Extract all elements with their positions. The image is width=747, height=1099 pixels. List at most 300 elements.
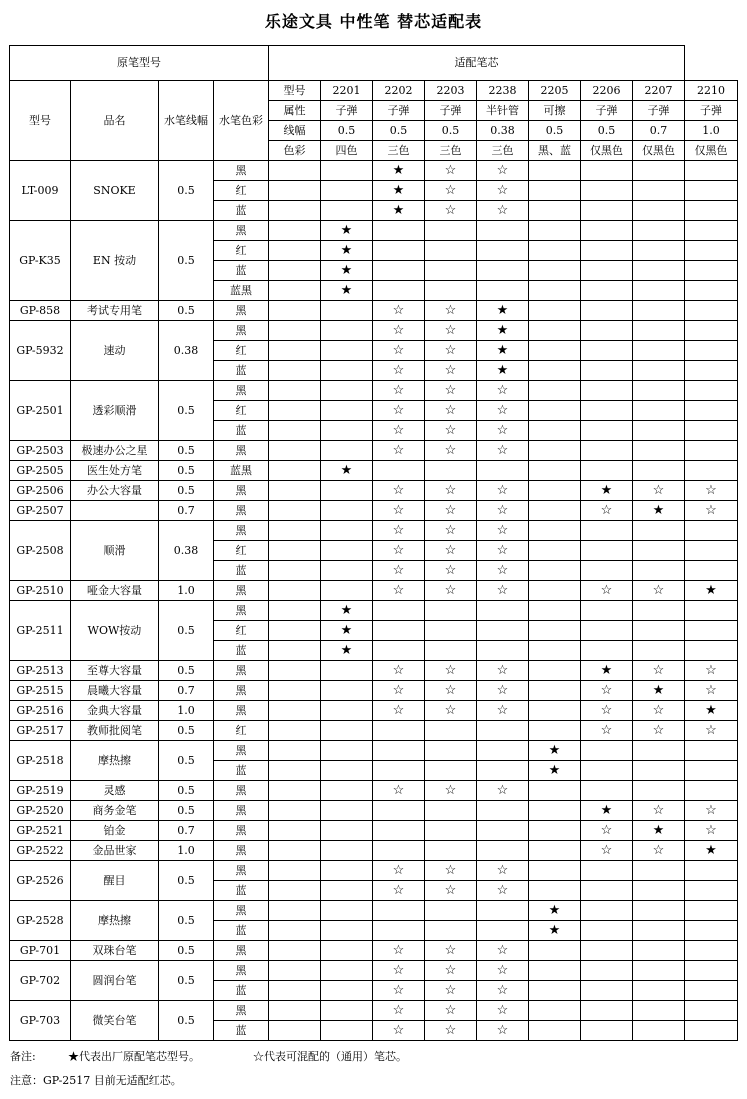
- pen-width-cell: 0.7: [159, 821, 214, 841]
- spacer-cell: [269, 581, 321, 601]
- table-row: [10, 521, 738, 541]
- compat-mark-cell: [685, 1001, 738, 1021]
- spacer-cell: [269, 441, 321, 461]
- compat-mark-cell: [321, 441, 373, 461]
- compat-mark-cell: [321, 961, 373, 981]
- compat-mark-cell: ☆: [633, 661, 685, 681]
- compat-mark-cell: [685, 401, 738, 421]
- compat-mark-cell: ☆: [373, 521, 425, 541]
- ink-color-cell: 黑: [214, 741, 269, 761]
- refill-color: 仅黑色: [685, 141, 738, 161]
- compat-mark-cell: [425, 761, 477, 781]
- compat-mark-cell: [633, 601, 685, 621]
- pen-width-cell: 0.7: [159, 681, 214, 701]
- spacer-cell: [269, 921, 321, 941]
- compat-mark-cell: [321, 681, 373, 701]
- refill-type: 子弹: [373, 101, 425, 121]
- compat-mark-cell: ☆: [425, 161, 477, 181]
- compat-mark-cell: [425, 221, 477, 241]
- compat-mark-cell: ☆: [373, 301, 425, 321]
- compat-mark-cell: ★: [581, 661, 633, 681]
- compat-mark-cell: ★: [633, 821, 685, 841]
- refill-color: 三色: [373, 141, 425, 161]
- compat-mark-cell: ☆: [425, 541, 477, 561]
- compat-mark-cell: [425, 921, 477, 941]
- compat-mark-cell: [581, 421, 633, 441]
- spacer-cell: [269, 261, 321, 281]
- compat-mark-cell: [581, 401, 633, 421]
- compat-mark-cell: [633, 521, 685, 541]
- compat-mark-cell: ☆: [373, 581, 425, 601]
- compat-mark-cell: ☆: [425, 401, 477, 421]
- col-header-name: 品名: [71, 81, 159, 161]
- compat-mark-cell: ☆: [581, 721, 633, 741]
- compat-mark-cell: ☆: [373, 881, 425, 901]
- spacer-cell: [269, 901, 321, 921]
- pen-model-cell: GP-2517: [10, 721, 71, 741]
- compat-mark-cell: [425, 261, 477, 281]
- compat-mark-cell: [321, 401, 373, 421]
- compat-mark-cell: [633, 421, 685, 441]
- pen-model-cell: GP-2505: [10, 461, 71, 481]
- ink-color-cell: 黑: [214, 601, 269, 621]
- compat-mark-cell: [633, 541, 685, 561]
- compat-mark-cell: ☆: [477, 781, 529, 801]
- table-row: [10, 821, 738, 841]
- compat-mark-cell: [529, 441, 581, 461]
- ink-color-cell: 黑: [214, 821, 269, 841]
- compat-mark-cell: [477, 641, 529, 661]
- pen-model-cell: GP-2521: [10, 821, 71, 841]
- refill-width: 0.5: [373, 121, 425, 141]
- compat-mark-cell: [581, 461, 633, 481]
- compat-mark-cell: [425, 641, 477, 661]
- compat-mark-cell: [529, 201, 581, 221]
- compat-mark-cell: [581, 621, 633, 641]
- compat-mark-cell: [581, 961, 633, 981]
- compat-mark-cell: [581, 221, 633, 241]
- refill-type: 子弹: [321, 101, 373, 121]
- compat-mark-cell: ☆: [425, 1021, 477, 1041]
- spacer-cell: [269, 521, 321, 541]
- compat-mark-cell: [685, 421, 738, 441]
- table-row: [10, 681, 738, 701]
- refill-code: 2210: [685, 81, 738, 101]
- spacer-cell: [269, 661, 321, 681]
- ink-color-cell: 红: [214, 241, 269, 261]
- compat-mark-cell: [321, 701, 373, 721]
- compat-mark-cell: ☆: [373, 441, 425, 461]
- compat-mark-cell: [425, 901, 477, 921]
- ink-color-cell: 红: [214, 181, 269, 201]
- pen-name-cell: WOW按动: [71, 601, 159, 661]
- compat-mark-cell: [581, 321, 633, 341]
- compat-mark-cell: [633, 281, 685, 301]
- table-row: [10, 661, 738, 681]
- pen-name-cell: 金品世家: [71, 841, 159, 861]
- compat-mark-cell: [373, 821, 425, 841]
- compat-mark-cell: [321, 981, 373, 1001]
- refill-color: 三色: [477, 141, 529, 161]
- ink-color-cell: 黑: [214, 301, 269, 321]
- compat-mark-cell: ☆: [477, 961, 529, 981]
- spacer-cell: [269, 321, 321, 341]
- pen-name-cell: 醒目: [71, 861, 159, 901]
- compat-mark-cell: [425, 801, 477, 821]
- refill-width: 1.0: [685, 121, 738, 141]
- compat-mark-cell: ☆: [477, 201, 529, 221]
- pen-name-cell: 透彩顺滑: [71, 381, 159, 441]
- compat-mark-cell: ☆: [373, 341, 425, 361]
- pen-width-cell: 0.5: [159, 801, 214, 821]
- ink-color-cell: 黑: [214, 901, 269, 921]
- pen-width-cell: 0.5: [159, 441, 214, 461]
- compat-mark-cell: [685, 221, 738, 241]
- compat-mark-cell: [633, 1021, 685, 1041]
- compat-mark-cell: [581, 181, 633, 201]
- compat-mark-cell: [425, 461, 477, 481]
- compat-mark-cell: ☆: [581, 821, 633, 841]
- refill-code: 2203: [425, 81, 477, 101]
- table-row: [10, 581, 738, 601]
- compat-mark-cell: ☆: [425, 181, 477, 201]
- pen-model-cell: GP-703: [10, 1001, 71, 1041]
- compat-mark-cell: [477, 741, 529, 761]
- pen-width-cell: 0.5: [159, 861, 214, 901]
- pen-width-cell: 0.5: [159, 721, 214, 741]
- compat-mark-cell: [581, 301, 633, 321]
- compat-mark-cell: [373, 901, 425, 921]
- compat-mark-cell: [529, 361, 581, 381]
- ink-color-cell: 蓝: [214, 361, 269, 381]
- compat-mark-cell: ☆: [373, 321, 425, 341]
- spacer-cell: [269, 481, 321, 501]
- compat-mark-cell: [581, 921, 633, 941]
- compat-mark-cell: [321, 521, 373, 541]
- compat-mark-cell: ★: [685, 581, 738, 601]
- compat-mark-cell: [685, 361, 738, 381]
- compat-mark-cell: [529, 681, 581, 701]
- compat-mark-cell: [685, 241, 738, 261]
- spacer-cell: [269, 1021, 321, 1041]
- table-row: [10, 961, 738, 981]
- pen-name-cell: 双珠台笔: [71, 941, 159, 961]
- compat-mark-cell: [321, 421, 373, 441]
- ink-color-cell: 蓝黑: [214, 461, 269, 481]
- compat-mark-cell: ☆: [373, 981, 425, 1001]
- compat-mark-cell: [373, 761, 425, 781]
- compat-mark-cell: [529, 421, 581, 441]
- pen-name-cell: 灵感: [71, 781, 159, 801]
- compat-mark-cell: [321, 501, 373, 521]
- spacer-cell: [269, 861, 321, 881]
- compat-mark-cell: ★: [321, 641, 373, 661]
- compat-mark-cell: ☆: [477, 421, 529, 441]
- document-title: 乐途文具 中性笔 替芯适配表: [264, 12, 483, 31]
- refill-width: 0.5: [529, 121, 581, 141]
- table-header: [10, 46, 738, 81]
- compat-mark-cell: ☆: [373, 541, 425, 561]
- compat-mark-cell: [685, 541, 738, 561]
- compat-mark-cell: [529, 261, 581, 281]
- compat-mark-cell: [321, 541, 373, 561]
- compat-mark-cell: [685, 961, 738, 981]
- ink-color-cell: 红: [214, 541, 269, 561]
- pen-width-cell: 0.5: [159, 781, 214, 801]
- header-group-row: [10, 46, 738, 81]
- ink-color-cell: 黑: [214, 501, 269, 521]
- spacer-cell: [269, 881, 321, 901]
- compat-mark-cell: [633, 321, 685, 341]
- table-row: [10, 801, 738, 821]
- compat-mark-cell: ☆: [633, 721, 685, 741]
- compat-mark-cell: ☆: [477, 501, 529, 521]
- pen-model-cell: GP-2519: [10, 781, 71, 801]
- compat-mark-cell: ☆: [425, 961, 477, 981]
- compat-mark-cell: [373, 241, 425, 261]
- compat-mark-cell: ☆: [373, 381, 425, 401]
- compat-mark-cell: [373, 461, 425, 481]
- refill-width: 0.5: [425, 121, 477, 141]
- compat-mark-cell: [321, 901, 373, 921]
- compat-mark-cell: ☆: [581, 581, 633, 601]
- spacer-cell: [269, 601, 321, 621]
- compat-mark-cell: ★: [373, 161, 425, 181]
- compat-mark-cell: ☆: [373, 1001, 425, 1021]
- compat-mark-cell: ☆: [425, 341, 477, 361]
- compat-mark-cell: [321, 861, 373, 881]
- compat-mark-cell: [581, 201, 633, 221]
- compat-mark-cell: [529, 641, 581, 661]
- spacer-cell: [269, 461, 321, 481]
- ink-color-cell: 黑: [214, 221, 269, 241]
- compat-mark-cell: [581, 381, 633, 401]
- compat-mark-cell: ★: [529, 901, 581, 921]
- table-row: [10, 1001, 738, 1021]
- compat-mark-cell: ☆: [373, 961, 425, 981]
- pen-name-cell: EN 按动: [71, 221, 159, 301]
- col-header-ink-color: 水笔色彩: [214, 81, 269, 161]
- compat-mark-cell: [529, 541, 581, 561]
- ink-color-cell: 红: [214, 621, 269, 641]
- ink-color-cell: 黑: [214, 701, 269, 721]
- compat-mark-cell: ☆: [373, 501, 425, 521]
- compat-mark-cell: ☆: [581, 841, 633, 861]
- ink-color-cell: 蓝: [214, 1021, 269, 1041]
- pen-width-cell: 0.5: [159, 1001, 214, 1041]
- table-row: [10, 781, 738, 801]
- compat-mark-cell: [529, 501, 581, 521]
- ink-color-cell: 黑: [214, 961, 269, 981]
- compat-mark-cell: [373, 621, 425, 641]
- remark-line: [10, 1048, 407, 1064]
- refill-code: 2206: [581, 81, 633, 101]
- compat-mark-cell: ☆: [425, 361, 477, 381]
- compat-mark-cell: [321, 841, 373, 861]
- pen-width-cell: 0.5: [159, 481, 214, 501]
- ink-color-cell: 蓝: [214, 561, 269, 581]
- compat-mark-cell: [581, 641, 633, 661]
- pen-model-cell: GP-2507: [10, 501, 71, 521]
- compat-mark-cell: [633, 161, 685, 181]
- ink-color-cell: 黑: [214, 441, 269, 461]
- compat-mark-cell: ★: [477, 321, 529, 341]
- table-row: [10, 941, 738, 961]
- compat-mark-cell: ☆: [633, 581, 685, 601]
- compat-mark-cell: ☆: [581, 501, 633, 521]
- compat-mark-cell: [529, 701, 581, 721]
- compat-mark-cell: [581, 241, 633, 261]
- spacer-cell: [269, 221, 321, 241]
- compat-mark-cell: ★: [477, 341, 529, 361]
- compat-mark-cell: ☆: [477, 881, 529, 901]
- pen-width-cell: 0.5: [159, 381, 214, 441]
- spacer-cell: [269, 841, 321, 861]
- compat-mark-cell: [529, 941, 581, 961]
- compat-mark-cell: ☆: [633, 481, 685, 501]
- compat-mark-cell: [529, 721, 581, 741]
- compat-mark-cell: ☆: [477, 861, 529, 881]
- compat-mark-cell: [529, 281, 581, 301]
- compat-mark-cell: ☆: [685, 801, 738, 821]
- compat-mark-cell: [373, 601, 425, 621]
- compat-mark-cell: [581, 261, 633, 281]
- compat-mark-cell: ★: [373, 181, 425, 201]
- compat-mark-cell: [633, 641, 685, 661]
- spacer-cell: [269, 381, 321, 401]
- refill-type: 子弹: [581, 101, 633, 121]
- pen-name-cell: SNOKE: [71, 161, 159, 221]
- compat-mark-cell: ☆: [477, 681, 529, 701]
- compat-mark-cell: [685, 181, 738, 201]
- col-header-line-width: 水笔线幅: [159, 81, 214, 161]
- pen-width-cell: 0.38: [159, 521, 214, 581]
- compat-mark-cell: [685, 201, 738, 221]
- compat-mark-cell: [477, 821, 529, 841]
- compat-mark-cell: ☆: [425, 201, 477, 221]
- compat-mark-cell: ☆: [425, 381, 477, 401]
- compat-mark-cell: [529, 321, 581, 341]
- ink-color-cell: 黑: [214, 661, 269, 681]
- pen-name-cell: 考试专用笔: [71, 301, 159, 321]
- compat-mark-cell: [685, 261, 738, 281]
- compat-mark-cell: [685, 561, 738, 581]
- compat-mark-cell: [477, 921, 529, 941]
- compat-mark-cell: [321, 481, 373, 501]
- compat-mark-cell: ★: [321, 621, 373, 641]
- compat-mark-cell: [581, 1021, 633, 1041]
- pen-name-cell: 教师批阅笔: [71, 721, 159, 741]
- table-row: [10, 901, 738, 921]
- spacer-cell: [269, 801, 321, 821]
- compat-mark-cell: ☆: [685, 681, 738, 701]
- compat-mark-cell: [529, 521, 581, 541]
- compat-mark-cell: [425, 241, 477, 261]
- pen-width-cell: 1.0: [159, 581, 214, 601]
- compat-mark-cell: [633, 881, 685, 901]
- ink-color-cell: 黑: [214, 321, 269, 341]
- compat-mark-cell: [529, 881, 581, 901]
- compat-mark-cell: [425, 741, 477, 761]
- compat-mark-cell: ☆: [477, 661, 529, 681]
- compat-mark-cell: [633, 181, 685, 201]
- compat-mark-cell: [633, 941, 685, 961]
- pen-name-cell: 摩热擦: [71, 901, 159, 941]
- compat-mark-cell: [321, 721, 373, 741]
- compat-mark-cell: [633, 781, 685, 801]
- compat-mark-cell: [425, 281, 477, 301]
- compat-mark-cell: ☆: [633, 841, 685, 861]
- refill-width: 0.5: [321, 121, 373, 141]
- compat-mark-cell: ☆: [425, 861, 477, 881]
- spacer-cell: [269, 981, 321, 1001]
- compat-mark-cell: [633, 621, 685, 641]
- compat-mark-cell: [373, 221, 425, 241]
- compat-mark-cell: [321, 561, 373, 581]
- compat-mark-cell: [581, 981, 633, 1001]
- compat-mark-cell: ★: [321, 241, 373, 261]
- compat-mark-cell: [529, 581, 581, 601]
- refill-color: 仅黑色: [633, 141, 685, 161]
- remark-star-text: ★代表出厂原配笔芯型号。: [68, 1050, 200, 1063]
- compat-mark-cell: [425, 841, 477, 861]
- col-header-model: 型号: [10, 81, 71, 161]
- compat-mark-cell: ☆: [633, 801, 685, 821]
- compat-mark-cell: ★: [685, 841, 738, 861]
- spacer-cell: [269, 741, 321, 761]
- compat-mark-cell: [321, 361, 373, 381]
- compat-mark-cell: [633, 221, 685, 241]
- compat-mark-cell: [581, 601, 633, 621]
- pen-width-cell: 0.5: [159, 601, 214, 661]
- spacer-cell: [269, 501, 321, 521]
- compat-mark-cell: [529, 961, 581, 981]
- compat-mark-cell: [477, 261, 529, 281]
- compat-mark-cell: [477, 621, 529, 641]
- compat-mark-cell: ★: [321, 261, 373, 281]
- table-row: [10, 481, 738, 501]
- compat-mark-cell: [321, 581, 373, 601]
- compat-mark-cell: [321, 161, 373, 181]
- spacer-cell: [269, 201, 321, 221]
- refill-attr-row: [10, 81, 738, 101]
- ink-color-cell: 黑: [214, 801, 269, 821]
- compat-mark-cell: [685, 981, 738, 1001]
- table-row: [10, 841, 738, 861]
- compat-mark-cell: [529, 481, 581, 501]
- refill-color: 仅黑色: [581, 141, 633, 161]
- refill-width: 0.5: [581, 121, 633, 141]
- compat-mark-cell: ☆: [685, 661, 738, 681]
- compat-mark-cell: [581, 281, 633, 301]
- compat-mark-cell: [685, 281, 738, 301]
- compat-mark-cell: [581, 521, 633, 541]
- table-row: [10, 701, 738, 721]
- compat-mark-cell: [529, 381, 581, 401]
- pen-model-cell: GP-2518: [10, 741, 71, 781]
- table-row: [10, 741, 738, 761]
- compat-mark-cell: [529, 601, 581, 621]
- pen-model-cell: GP-2526: [10, 861, 71, 901]
- compat-mark-cell: [581, 741, 633, 761]
- pen-model-cell: GP-2522: [10, 841, 71, 861]
- ink-color-cell: 蓝: [214, 641, 269, 661]
- refill-type: 半针管: [477, 101, 529, 121]
- compat-mark-cell: [685, 521, 738, 541]
- compat-mark-cell: [425, 721, 477, 741]
- compat-mark-cell: [373, 921, 425, 941]
- spacer-cell: [269, 241, 321, 261]
